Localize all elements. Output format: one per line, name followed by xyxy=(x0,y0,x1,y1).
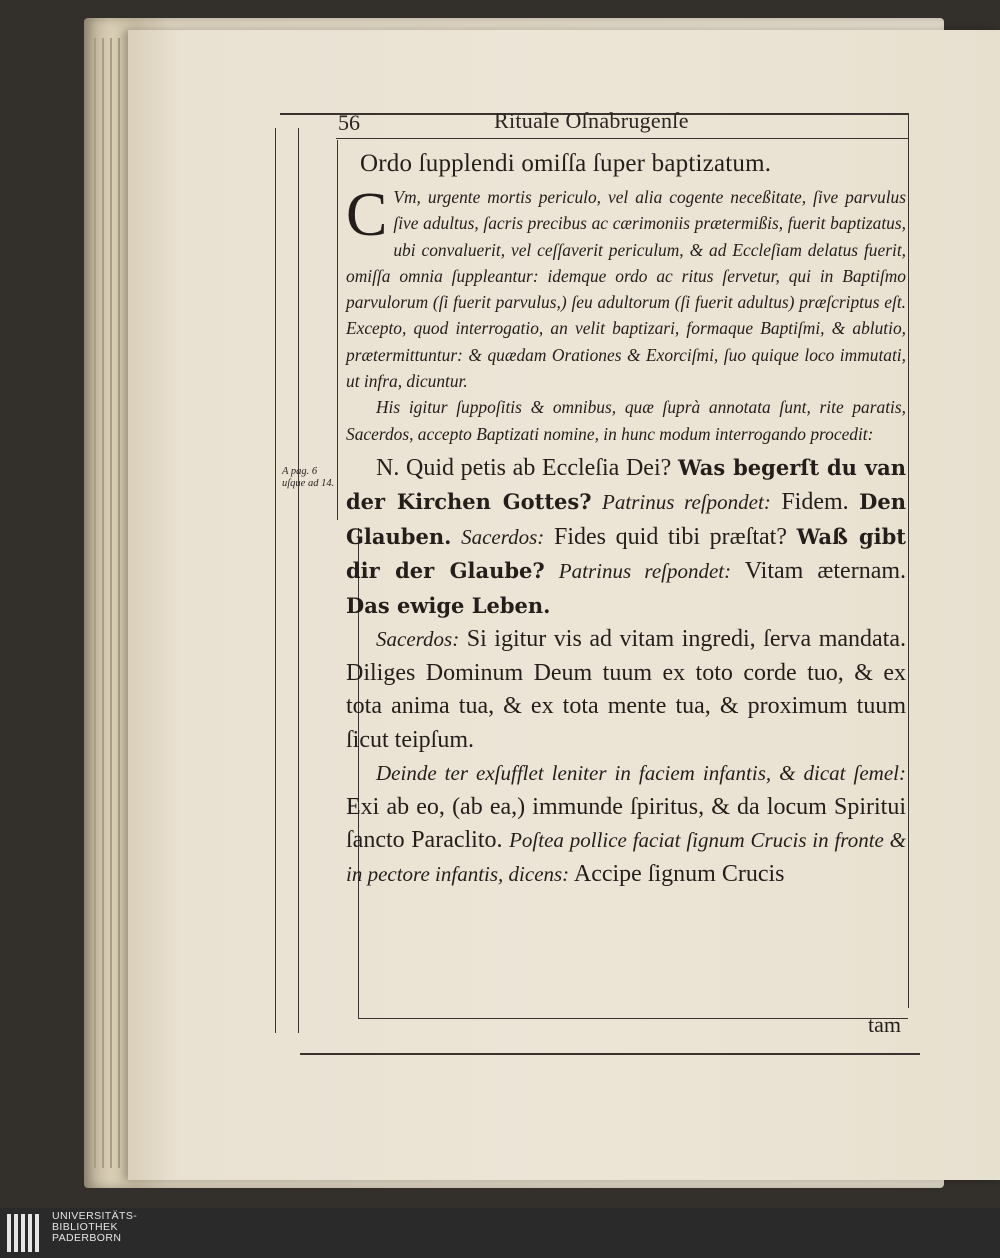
bottom-rule xyxy=(358,1018,908,1019)
answer-german-2: Das ewige Leben. xyxy=(346,592,551,618)
margin-note: A pag. 6 uſque ad 14. xyxy=(282,466,335,489)
page-number: 56 xyxy=(338,110,360,135)
answer-latin-1: Fidem. xyxy=(781,489,849,516)
paragraph-rubric: His igitur ſuppoſitis & omnibus, quæ ſuprà annotata ſunt, rite paratis, Sacerdos, accepto Baptizati nomine, in hunc modum interrogando procedit: xyxy=(346,397,906,444)
text-left-rule xyxy=(337,140,338,520)
paragraph-intro-text: Vm, urgente mortis periculo, vel alia cogente neceßitate, ſive parvulus ſive adultus, ſacris precibus ac cærimoniis prætermißis, fuerit baptizatus, ubi convaluerit, vel ceſſaverit periculum, & ad Eccleſiam delatus fuerit, omiſſa omnia ſuppleantur: idemque ordo ac ritus ſervetur, qui in Baptiſmo parvulorum (ſi fuerit parvulus,) ſeu adultorum (ſi fuerit adultus) præſcriptus eſt. Excepto, quod interrogatio, an velit baptizari, formaque Baptiſmi, & ablutio, prætermittuntur: & quædam Orationes & Exorciſmi, ſuo quique loco immutati, ut infra, dicuntur. xyxy=(346,187,906,392)
footer-rule xyxy=(300,1053,920,1055)
answer-german-1: Den Glauben. xyxy=(346,489,907,549)
library-line-3: PADERBORN xyxy=(52,1232,122,1244)
question-latin-1: N. Quid petis ab Eccleſia Dei? xyxy=(376,454,672,481)
header-rule xyxy=(336,138,908,139)
right-rule xyxy=(908,113,909,1008)
question-german-1: Was begerſt du van der Kirchen Gottes? xyxy=(346,454,907,515)
library-name xyxy=(52,1211,137,1244)
sacerdos-label-1: Sacerdos: xyxy=(461,524,545,549)
question-german-2: Waß gibt dir der Glaube? xyxy=(346,523,906,584)
paragraph-intro xyxy=(346,181,906,394)
rubric-exsufflet: Deinde ter exſufflet leniter in faciem infantis, & dicat ſemel: xyxy=(376,761,906,786)
paragraph-exorcism xyxy=(346,757,906,891)
exorcism-text: Exi ab eo, (ab ea,) immunde ſpiritus, & da locum Spiritui ſancto Paraclito. xyxy=(346,793,906,854)
paragraph-mandata xyxy=(346,623,906,757)
left-inner-rule xyxy=(298,128,299,1033)
library-footer-bar xyxy=(0,1208,1000,1258)
running-title: Rituale Oſnabrugenſe xyxy=(494,108,689,133)
library-logo-icon xyxy=(6,1212,44,1254)
paragraph-mandata-text: Si igitur vis ad vitam ingredi, ſerva mandata. Diliges Dominum Deum tuum ex toto corde tuo, & ex tota anima tua, & ex tota mente tua, & proximum tuum ſicut teipſum. xyxy=(346,626,906,753)
catchword: tam xyxy=(868,1012,901,1037)
library-line-1: UNIVERSITÄTS- xyxy=(52,1210,138,1222)
drop-cap: C xyxy=(346,181,388,249)
left-outer-rule xyxy=(275,128,276,1033)
patrinus-label-2: Patrinus reſpondet: xyxy=(558,559,732,584)
section-title: Ordo ſupplendi omiſſa ſuper baptizatum. xyxy=(360,150,772,177)
answer-latin-2: Vitam æternam. xyxy=(744,558,907,585)
library-line-2: BIBLIOTHEK xyxy=(52,1221,118,1233)
main-text xyxy=(346,150,906,891)
signum-text: Accipe ſignum Crucis xyxy=(573,860,785,887)
sacerdos-label-2: Sacerdos: xyxy=(376,627,460,652)
rubric-signum: Poſtea pollice faciat ſignum Crucis in fronte & in pectore infantis, dicens: xyxy=(346,828,906,886)
patrinus-label-1: Patrinus reſpondet: xyxy=(602,490,771,515)
question-latin-2: Fides quid tibi præſtat? xyxy=(553,523,787,550)
paragraph-dialogue xyxy=(346,451,906,624)
